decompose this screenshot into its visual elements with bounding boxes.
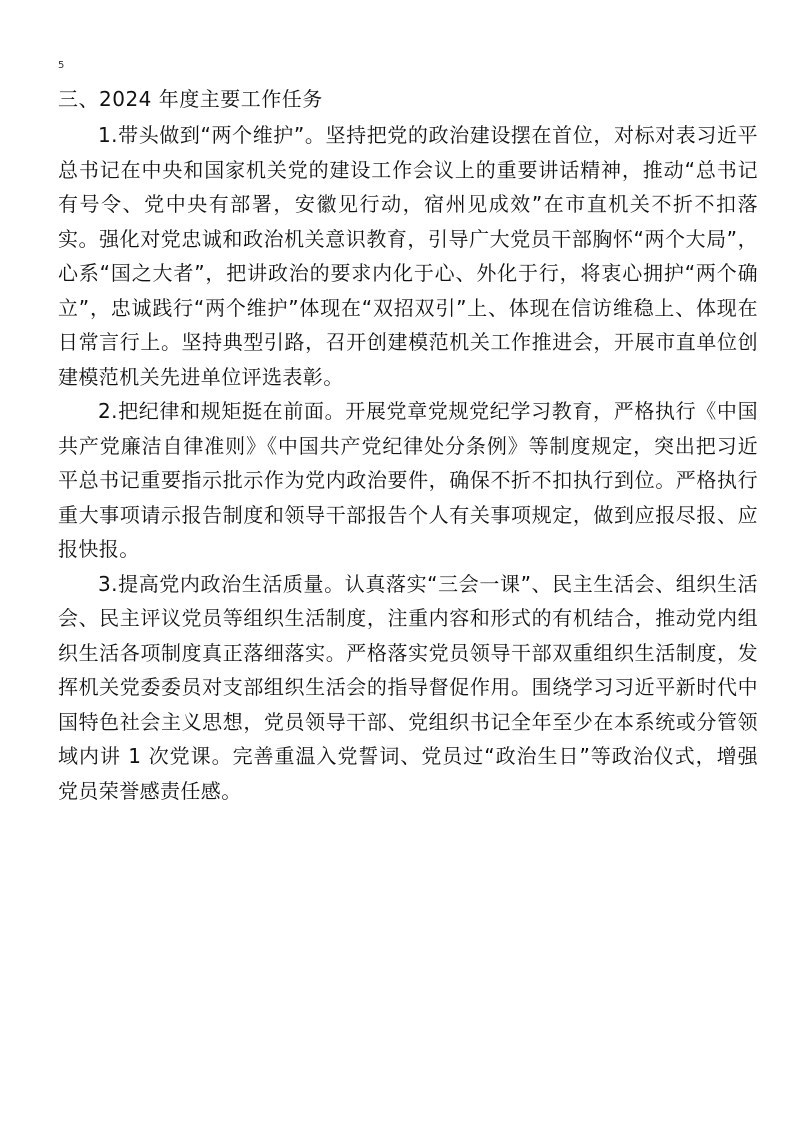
- document-body: [58, 80, 758, 808]
- paragraph-2: 2.把纪律和规矩挺在前面。开展党章党规党纪学习教育，严格执行《中国共产党廉洁自律准则》《中国共产党纪律处分条例》等制度规定，突出把习近平总书记重要指示批示作为党内政治要件，确保不折不扣执行到位。严格执行重大事项请示报告制度和领导干部报告个人有关事项规定，做到应报尽报、应报快报。: [58, 399, 758, 561]
- paragraph-3: 3.提高党内政治生活质量。认真落实“三会一课”、民主生活会、组织生活会、民主评议党员等组织生活制度，注重内容和形式的有机结合，推动党内组织生活各项制度真正落细落实。严格落实党员领导干部双重组织生活制度，发挥机关党委委员对支部组织生活会的指导督促作用。围绕学习习近平新时代中国特色社会主义思想，党员领导干部、党组织书记全年至少在本系统或分管领域内讲 1 次党课。完善重温入党誓词、党员过“政治生日”等政治仪式，增强党员荣誉感责任感。: [58, 571, 758, 803]
- page-number: 5: [58, 60, 65, 71]
- paragraph-1: 1.带头做到“两个维护”。坚持把党的政治建设摆在首位，对标对表习近平总书记在中央和国家机关党的建设工作会议上的重要讲话精神，推动“总书记有号令、党中央有部署，安徽见行动，宿州见成效”在市直机关不折不扣落实。强化对党忠诚和政治机关意识教育，引导广大党员干部胸怀“两个大局”，心系“国之大者”，把讲政治的要求内化于心、外化于行，将衷心拥护“两个确立”，忠诚践行“两个维护”体现在“双招双引”上、体现在信访维稳上、体现在日常言行上。坚持典型引路，召开创建模范机关工作推进会，开展市直单位创建模范机关先进单位评选表彰。: [58, 123, 758, 389]
- section-heading: 三、2024 年度主要工作任务: [58, 87, 323, 111]
